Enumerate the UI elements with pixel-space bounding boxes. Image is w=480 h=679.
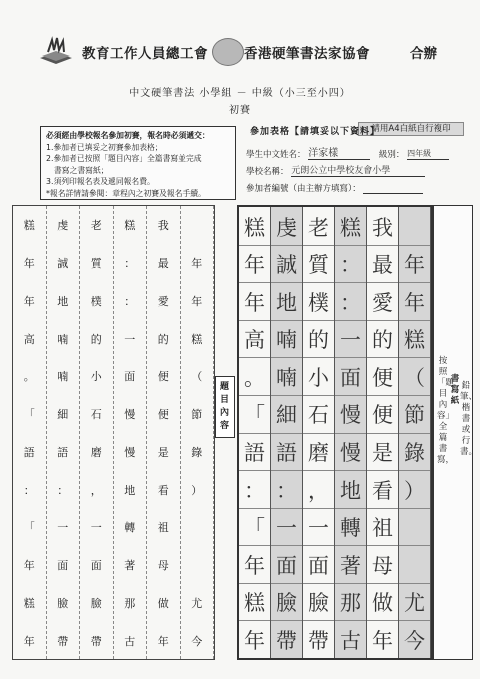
category-subtitle: 中文硬筆書法 小學組 － 中級（小三至小四） — [129, 88, 351, 99]
grade-label: 級別： — [378, 150, 405, 160]
grid-cell: ： — [276, 478, 297, 503]
grid-cell: 轉 — [124, 521, 136, 535]
grid-cell: 的 — [308, 328, 329, 353]
grid-row-line — [303, 433, 334, 434]
grid-cell: 喃 — [276, 365, 297, 390]
grid-cell: 做 — [372, 591, 393, 616]
grid-cell: 質 — [308, 253, 329, 278]
grid-cell: 著 — [124, 559, 136, 573]
code-label: 參加者編號（由主辦方填寫）： — [246, 184, 361, 194]
grid-cell: 年 — [23, 559, 35, 573]
grid-column[interactable] — [335, 207, 367, 658]
grid-cell: 一 — [57, 521, 69, 535]
grid-row-line — [367, 395, 398, 396]
grid-cell: 年 — [23, 257, 35, 271]
grid-cell: 喃 — [276, 328, 297, 353]
union-logo-icon — [38, 36, 74, 66]
grid-cell: 最 — [372, 253, 393, 278]
school-label: 學校名稱： — [246, 167, 289, 177]
grid-row-line — [303, 508, 334, 509]
grid-cell: 糕 — [23, 219, 35, 233]
grid-cell: ： — [23, 483, 35, 497]
grid-cell: 帶 — [276, 628, 297, 653]
grid-cell: ： — [57, 483, 69, 497]
grid-cell: 高 — [23, 332, 35, 346]
grid-column — [147, 206, 181, 659]
grid-cell: ： — [124, 257, 136, 271]
grid-row-line — [399, 357, 430, 358]
grid-cell: 地 — [276, 290, 297, 315]
grid-cell: ： — [340, 290, 361, 315]
grid-cell: （ — [404, 365, 425, 390]
grid-row-line — [399, 282, 430, 283]
grid-cell: 母 — [372, 553, 393, 578]
grid-cell: 年 — [244, 628, 265, 653]
form-title: 參加表格【請填妥以下資料】 — [250, 127, 381, 137]
grid-cell: 慢 — [340, 403, 361, 428]
grid-cell: 看 — [372, 478, 393, 503]
grid-row-line — [303, 245, 334, 246]
grid-column[interactable] — [399, 207, 431, 658]
grid-cell: 磨 — [308, 441, 329, 465]
grid-row-line — [399, 245, 430, 246]
grid-cell: 帶 — [90, 634, 102, 648]
grid-cell: 年 — [244, 290, 265, 315]
grid-row-line — [367, 282, 398, 283]
grid-cell: 樸 — [308, 290, 329, 315]
grid-cell: 「 — [23, 408, 35, 422]
grid-cell: 面 — [276, 553, 297, 578]
grid-row-line — [271, 395, 302, 396]
grid-cell: 面 — [124, 370, 136, 384]
notice-line: 3.須列印報名表及遞同報名費。 — [46, 177, 155, 186]
grid-cell: 誠 — [57, 257, 69, 271]
grid-cell: 糕 — [244, 215, 265, 240]
grid-cell: 做 — [157, 596, 169, 610]
grid-cell: 一 — [90, 521, 102, 535]
grid-cell: 的 — [157, 332, 169, 346]
school-row — [246, 163, 425, 177]
grid-row-line — [335, 245, 366, 246]
grid-cell: 臉 — [308, 591, 329, 616]
grid-row-line — [335, 357, 366, 358]
grid-row-line — [239, 545, 270, 546]
grid-cell: 愛 — [372, 290, 393, 315]
grid-row-line — [271, 433, 302, 434]
grid-cell: 便 — [157, 408, 169, 422]
grid-row-line — [271, 545, 302, 546]
grid-cell: 看 — [157, 483, 169, 497]
grid-cell: 臉 — [57, 596, 69, 610]
grid-cell: 磨 — [90, 445, 102, 459]
grid-row-line — [335, 620, 366, 621]
grid-cell: 誠 — [276, 253, 297, 278]
organizer-left: 教育工作人員總工會 — [82, 46, 208, 62]
grid-cell: 面 — [340, 365, 361, 390]
grid-cell: 質 — [90, 257, 102, 271]
grid-row-line — [367, 357, 398, 358]
grid-row-line — [367, 583, 398, 584]
grid-cell: 的 — [90, 332, 102, 346]
grid-cell: （ — [191, 370, 203, 384]
grid-cell: 語 — [57, 445, 69, 459]
grid-cell: ， — [90, 483, 102, 497]
grid-cell: 石 — [90, 408, 102, 422]
round-label: 初賽 — [229, 105, 251, 116]
grid-cell: 是 — [157, 445, 169, 459]
notice-line: *報名詳情請參閱：章程內之初賽及報名手續。 — [46, 188, 206, 198]
grid-cell: 語 — [23, 445, 35, 459]
grid-row-line — [271, 357, 302, 358]
grid-row-line — [335, 583, 366, 584]
grid-row-line — [303, 620, 334, 621]
grid-column — [13, 206, 47, 659]
grid-cell: 古 — [124, 634, 136, 648]
grid-row-line — [367, 508, 398, 509]
grid-cell: 今 — [404, 628, 425, 653]
grid-row-line — [335, 320, 366, 321]
grid-cell: 虔 — [57, 219, 69, 233]
grid-row-line — [239, 620, 270, 621]
grid-row-line — [335, 545, 366, 546]
grid-row-line — [271, 583, 302, 584]
grid-column[interactable] — [271, 207, 303, 658]
grid-row-line — [271, 282, 302, 283]
instruction-text-2: 書寫紙 — [450, 374, 460, 406]
grid-row-line — [271, 320, 302, 321]
grid-cell: 高 — [244, 328, 265, 353]
grid-row-line — [239, 508, 270, 509]
grid-cell: 語 — [276, 441, 297, 465]
grid-cell: 。 — [23, 370, 35, 384]
grid-cell: 面 — [308, 553, 329, 578]
grid-row-line — [399, 620, 430, 621]
grid-cell: 一 — [308, 516, 329, 541]
grid-column — [181, 206, 215, 659]
notice-line: 2.參加者已按照「題目內容」全篇書寫並完成 — [46, 154, 202, 163]
grid-cell: 帶 — [308, 628, 329, 653]
grid-cell: 樸 — [90, 294, 102, 308]
grid-cell: 老 — [90, 219, 102, 233]
grid-cell: 是 — [372, 441, 393, 465]
code-field[interactable] — [363, 183, 423, 194]
grid-row-line — [239, 357, 270, 358]
notice-box — [40, 126, 236, 200]
grid-cell: 臉 — [276, 591, 297, 616]
grid-cell: 尤 — [191, 596, 203, 610]
grid-row-line — [271, 245, 302, 246]
grid-row-line — [335, 282, 366, 283]
grid-row-line — [399, 508, 430, 509]
grid-cell: 臉 — [90, 596, 102, 610]
grid-row-line — [271, 470, 302, 471]
grid-cell: 古 — [340, 628, 361, 653]
grid-cell: 帶 — [57, 634, 69, 648]
joint-organizer-label: 合辦 — [410, 46, 437, 62]
grid-cell: 年 — [404, 290, 425, 315]
grid-cell: 一 — [340, 328, 361, 353]
grid-row-line — [399, 545, 430, 546]
association-logo-icon — [212, 38, 244, 66]
grid-row-line — [303, 583, 334, 584]
grid-row-line — [335, 433, 366, 434]
grid-cell: 喃 — [57, 332, 69, 346]
grid-cell: 喃 — [57, 370, 69, 384]
grid-column[interactable] — [303, 207, 335, 658]
grid-cell: 年 — [372, 628, 393, 653]
grid-row-line — [303, 395, 334, 396]
notice-title: 必須經由學校報名參加初賽，報名時必須遞交： — [46, 131, 210, 140]
header — [0, 34, 480, 64]
grid-row-line — [239, 470, 270, 471]
grid-cell: 一 — [124, 332, 136, 346]
grid-cell: 祖 — [372, 516, 393, 541]
grid-column — [80, 206, 114, 659]
grid-cell: 糕 — [404, 328, 425, 353]
grid-cell: 細 — [57, 408, 69, 422]
grid-cell: 老 — [308, 215, 329, 240]
grid-cell: 糕 — [244, 591, 265, 616]
grid-cell: 「 — [244, 403, 265, 428]
grid-cell: 最 — [157, 257, 169, 271]
grid-row-line — [335, 470, 366, 471]
grid-cell: ） — [404, 478, 425, 503]
grid-cell: 面 — [90, 559, 102, 573]
grid-cell: ： — [340, 253, 361, 278]
instruction-text-3: 鉛筆、楷書或行書。 — [460, 381, 478, 457]
grid-cell: 虔 — [276, 215, 297, 240]
grid-cell: 。 — [244, 365, 265, 390]
instruction-text-1: 按照「題目內容」全篇書寫， — [437, 356, 455, 465]
grid-cell: 語 — [244, 441, 265, 465]
grid-row-line — [399, 583, 430, 584]
grid-cell: 年 — [244, 253, 265, 278]
grid-row-line — [303, 320, 334, 321]
grid-cell: 年 — [23, 294, 35, 308]
grid-row-line — [303, 470, 334, 471]
grid-cell: 愛 — [157, 294, 169, 308]
grid-row-line — [239, 245, 270, 246]
grid-cell: ， — [308, 478, 329, 503]
grid-row-line — [399, 320, 430, 321]
grid-cell: 尤 — [404, 591, 425, 616]
grid-cell: 著 — [340, 553, 361, 578]
grid-row-line — [367, 320, 398, 321]
grid-cell: 便 — [157, 370, 169, 384]
grid-row-line — [399, 433, 430, 434]
grid-row-line — [271, 508, 302, 509]
grid-cell: 小 — [308, 365, 329, 390]
grid-cell: 節 — [191, 408, 203, 422]
grid-row-line — [271, 620, 302, 621]
name-field[interactable]: 洋家樣 — [308, 144, 370, 160]
grid-column — [47, 206, 81, 659]
school-field[interactable]: 元朗公立中學校友會小學 — [291, 163, 425, 177]
grid-cell: 祖 — [157, 521, 169, 535]
grid-row-line — [239, 395, 270, 396]
code-row — [246, 182, 423, 194]
topic-content-label: 題目內容 — [215, 376, 235, 438]
grid-cell: 面 — [57, 559, 69, 573]
grid-cell: 年 — [23, 634, 35, 648]
grid-row-line — [303, 545, 334, 546]
grid-cell: 小 — [90, 370, 102, 384]
grade-field[interactable]: 四年級 — [407, 148, 449, 160]
grid-cell: 慢 — [340, 441, 361, 465]
grid-cell: 「 — [244, 516, 265, 541]
grid-cell: 一 — [276, 516, 297, 541]
instruction-column — [433, 205, 478, 660]
grid-cell: 我 — [372, 215, 393, 240]
grid-cell: 細 — [276, 403, 297, 428]
grid-cell: 地 — [340, 478, 361, 503]
grid-cell: 那 — [340, 591, 361, 616]
grid-cell: 的 — [372, 328, 393, 353]
grid-row-line — [399, 395, 430, 396]
grid-cell: 糕 — [191, 332, 203, 346]
grid-cell: 慢 — [124, 445, 136, 459]
grid-row-line — [367, 433, 398, 434]
topic-passage-grid — [12, 205, 215, 660]
grid-cell: ： — [124, 294, 136, 308]
entry-form — [240, 120, 440, 200]
grid-row-line — [367, 245, 398, 246]
grid-row-line — [367, 545, 398, 546]
grid-cell: 便 — [372, 365, 393, 390]
notice-line: 書寫之書寫紙； — [54, 165, 109, 175]
grid-cell: 慢 — [124, 408, 136, 422]
grid-row-line — [239, 583, 270, 584]
grid-row-line — [367, 620, 398, 621]
grid-column[interactable] — [239, 207, 271, 658]
grid-cell: 今 — [191, 634, 203, 648]
grid-cell: 我 — [157, 219, 169, 233]
grid-cell: 年 — [157, 634, 169, 648]
organizer-right: 香港硬筆書法家協會 — [244, 46, 370, 62]
grid-cell: 年 — [191, 257, 203, 271]
grid-row-line — [303, 357, 334, 358]
grid-row-line — [303, 282, 334, 283]
grid-cell: 便 — [372, 403, 393, 428]
grid-row-line — [399, 470, 430, 471]
grid-row-line — [335, 395, 366, 396]
notice-line: 1.參加者已填妥之初賽參加表格； — [46, 142, 163, 152]
grid-cell: 轉 — [340, 516, 361, 541]
photocopy-stamp: 請用A4白紙自行複印 — [358, 122, 464, 136]
grid-column — [114, 206, 148, 659]
grid-cell: 糕 — [23, 596, 35, 610]
writing-grid[interactable] — [237, 205, 433, 660]
grid-row-line — [239, 320, 270, 321]
grid-cell: 石 — [308, 403, 329, 428]
grid-row-line — [239, 433, 270, 434]
grid-cell: 節 — [404, 403, 425, 428]
grid-cell: 錄 — [404, 441, 425, 465]
grid-column[interactable] — [367, 207, 399, 658]
grid-cell: 錄 — [191, 445, 203, 459]
grid-row-line — [335, 508, 366, 509]
grid-cell: 地 — [57, 294, 69, 308]
grid-cell: 「 — [23, 521, 35, 535]
grid-cell: 地 — [124, 483, 136, 497]
grid-cell: 母 — [157, 559, 169, 573]
name-label: 學生中文姓名： — [246, 150, 306, 160]
grid-cell: 年 — [244, 553, 265, 578]
grid-cell: 糕 — [340, 215, 361, 240]
grid-cell: 糕 — [124, 219, 136, 233]
grid-cell: 那 — [124, 596, 136, 610]
grid-row-line — [367, 470, 398, 471]
grid-row-line — [239, 282, 270, 283]
grid-cell: 年 — [404, 253, 425, 278]
name-row — [246, 144, 449, 160]
grid-cell: ： — [244, 478, 265, 503]
grid-cell: 年 — [191, 294, 203, 308]
grid-cell: ） — [191, 483, 203, 497]
